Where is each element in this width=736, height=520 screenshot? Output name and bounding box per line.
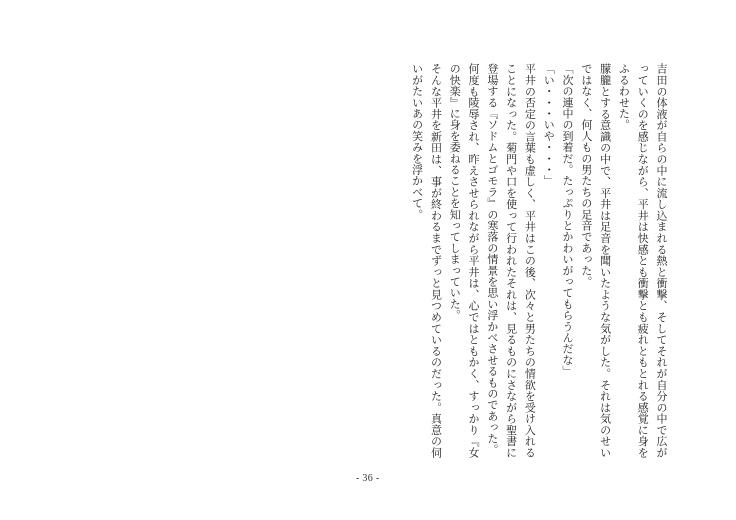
dialogue-line-2: 「い・・・いや・・・」 — [542, 63, 556, 187]
paragraph-1: 吉田の体液が自らの中に流し込まれる熱と衝撃、そしてそれが自分の中で広がっていくのを感じながら、平井は快感とも衝撃とも疲れともとれる感覚に身をふるわせた。 — [617, 63, 668, 458]
vertical-text-body — [410, 63, 670, 458]
dialogue-line-1: 「次の連中の到着だ。たっぷりとかわいがってもらうんだな」 — [561, 63, 575, 377]
paragraph-3: 平井の否定の言葉も虚しく、平井はこの後、次々と男たちの情欲を受け入れることになった。菊門や口を使って行われたそれは、見るものにさながら聖書に登場する『ソドムとゴモラ』の寒落の情景を思い浮かべさせるものであった。 — [485, 63, 537, 458]
paragraph-4: 何度も陵辱され、昨えさせられながら平井は、心ではともかく、すっかり『女の快楽』に身を委ねることを知ってしまっていた。 — [448, 63, 481, 458]
paragraph-5: そんな平井を新田は、事が終わるまでずっと見つめているのだった。真意の伺いがたいあの笑みを浮かべて。 — [410, 63, 443, 458]
page-number: - 36 - — [356, 473, 380, 484]
paragraph-2: 朦朧とする意識の中で、平井は足音を聞いたような気がした。それは気のせいではなく、何人もの男たちの足音であった。 — [579, 63, 612, 458]
